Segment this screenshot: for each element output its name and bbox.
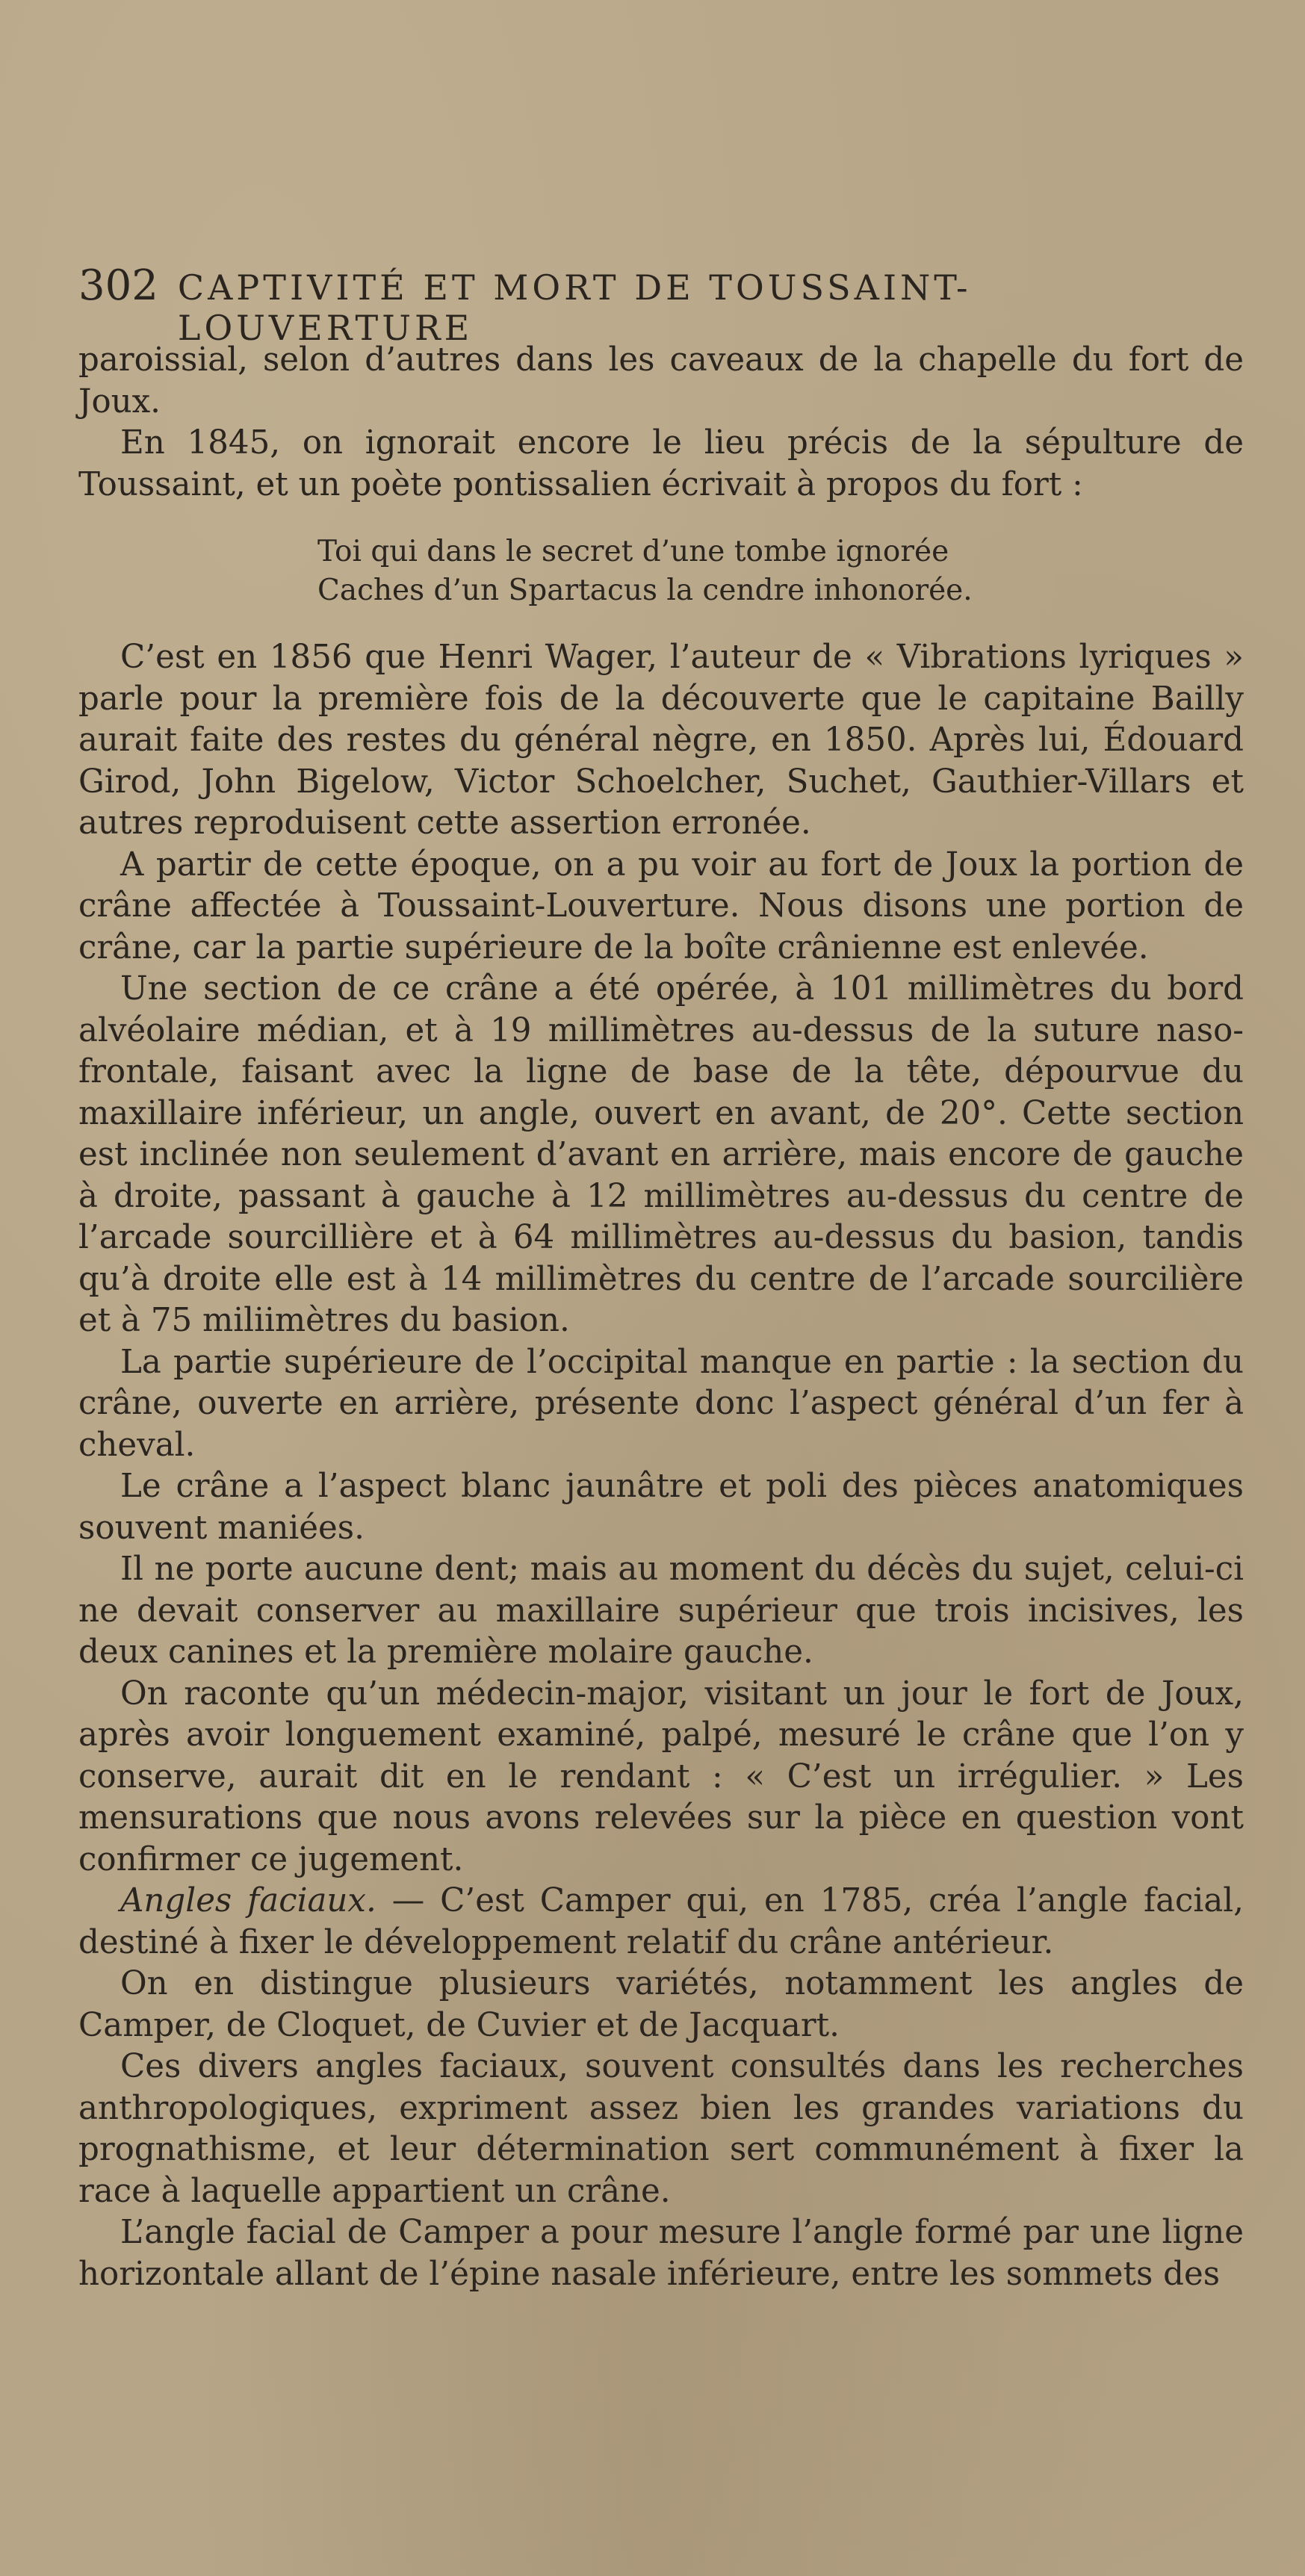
verse-line-2: Caches d’un Spartacus la cendre inhonorée. [317, 574, 973, 607]
running-title: CAPTIVITÉ ET MORT DE TOUSSAINT-LOUVERTURE [177, 267, 972, 348]
section-heading-angles-faciaux: Angles faciaux. [120, 1882, 376, 1919]
paragraph-11: On en distingue plusieurs variétés, notamment les angles de Camper, de Cloquet, de Cuvier et de Jacquart. [78, 1965, 1244, 2044]
verse-line-1: Toi qui dans le secret d’une tombe ignorée [317, 535, 949, 568]
paragraph-13: L’angle facial de Camper a pour mesure l’angle formé par une ligne horizontale allant de l’épine nasale inférieure, entre les sommets des [78, 2214, 1244, 2293]
paragraph-6: La partie supérieure de l’occipital manque en partie : la section du crâne, ouverte en arrière, présente donc l’aspect général d’un fer à cheval. [78, 1343, 1244, 1464]
paragraph-10-text: — C’est Camper qui, en 1785, créa l’angle facial, destiné à fixer le développement relatif du crâne antérieur. [78, 1882, 1244, 1961]
paragraph-9: On raconte qu’un médecin-major, visitant un jour le fort de Joux, après avoir longuement examiné, palpé, mesuré le crâne que l’on y conserve, aurait dit en le rendant : « C’est un irrégulier. » Les mensurations que nous avons relevées sur la pièce en question vont confirmer ce jugement. [78, 1675, 1244, 1878]
paragraph-2: En 1845, on ignorait encore le lieu précis de la sépulture de Toussaint, et un poète pontissalien écrivait à propos du fort : [78, 424, 1244, 503]
paragraph-7: Le crâne a l’aspect blanc jaunâtre et poli des pièces anatomiques souvent maniées. [78, 1468, 1244, 1547]
paragraph-4: A partir de cette époque, on a pu voir au fort de Joux la portion de crâne affectée à Toussaint-Louverture. Nous disons une portion de crâne, car la partie supérieure de la boîte crânienne est enlevée. [78, 845, 1244, 966]
paragraph-3: C’est en 1856 que Henri Wager, l’auteur de « Vibrations lyriques » parle pour la première fois de la découverte que le capitaine Bailly aurait faite des restes du général nègre, en 1850. Après lui, Édouard Girod, John Bigelow, Victor Schoelcher, Suchet, Gauthier-Villars et autres reproduisent cette assertion erronée. [78, 639, 1244, 842]
paragraph-12: Ces divers angles faciaux, souvent consultés dans les recherches anthropologiques, expriment assez bien les grandes variations du prognathisme, et leur détermination sert communément à fixer la race à laquelle appartient un crâne. [78, 2048, 1244, 2210]
paragraph-1: paroissial, selon d’autres dans les caveaux de la chapelle du fort de Joux. [78, 341, 1244, 420]
page-number: 302 [78, 261, 158, 310]
paragraph-5: Une section de ce crâne a été opérée, à 101 millimètres du bord alvéolaire médian, et à 19 millimètres au-dessus de la suture naso-frontale, faisant avec la ligne de base de la tête, dépourvue du maxillaire inférieur, un angle, ouvert en avant, de 20°. Cette section est inclinée non seulement d’avant en arrière, mais encore de gauche à droite, passant à gauche à 12 millimètres au-dessus du centre de l’arcade sourcillière et à 64 millimètres au-dessus du basion, tandis qu’à droite elle est à 14 millimètres du centre de l’arcade sourcilière et à 75 miliimètres du basion. [78, 970, 1244, 1339]
paragraph-10 [78, 1881, 1244, 1964]
verse-quote [317, 533, 1244, 610]
paragraph-8: Il ne porte aucune dent; mais au moment du décès du sujet, celui-ci ne devait conserver au maxillaire supérieur que trois incisives, les deux canines et la première molaire gauche. [78, 1551, 1244, 1671]
body-text [78, 340, 1244, 2295]
page-header [78, 261, 1244, 348]
